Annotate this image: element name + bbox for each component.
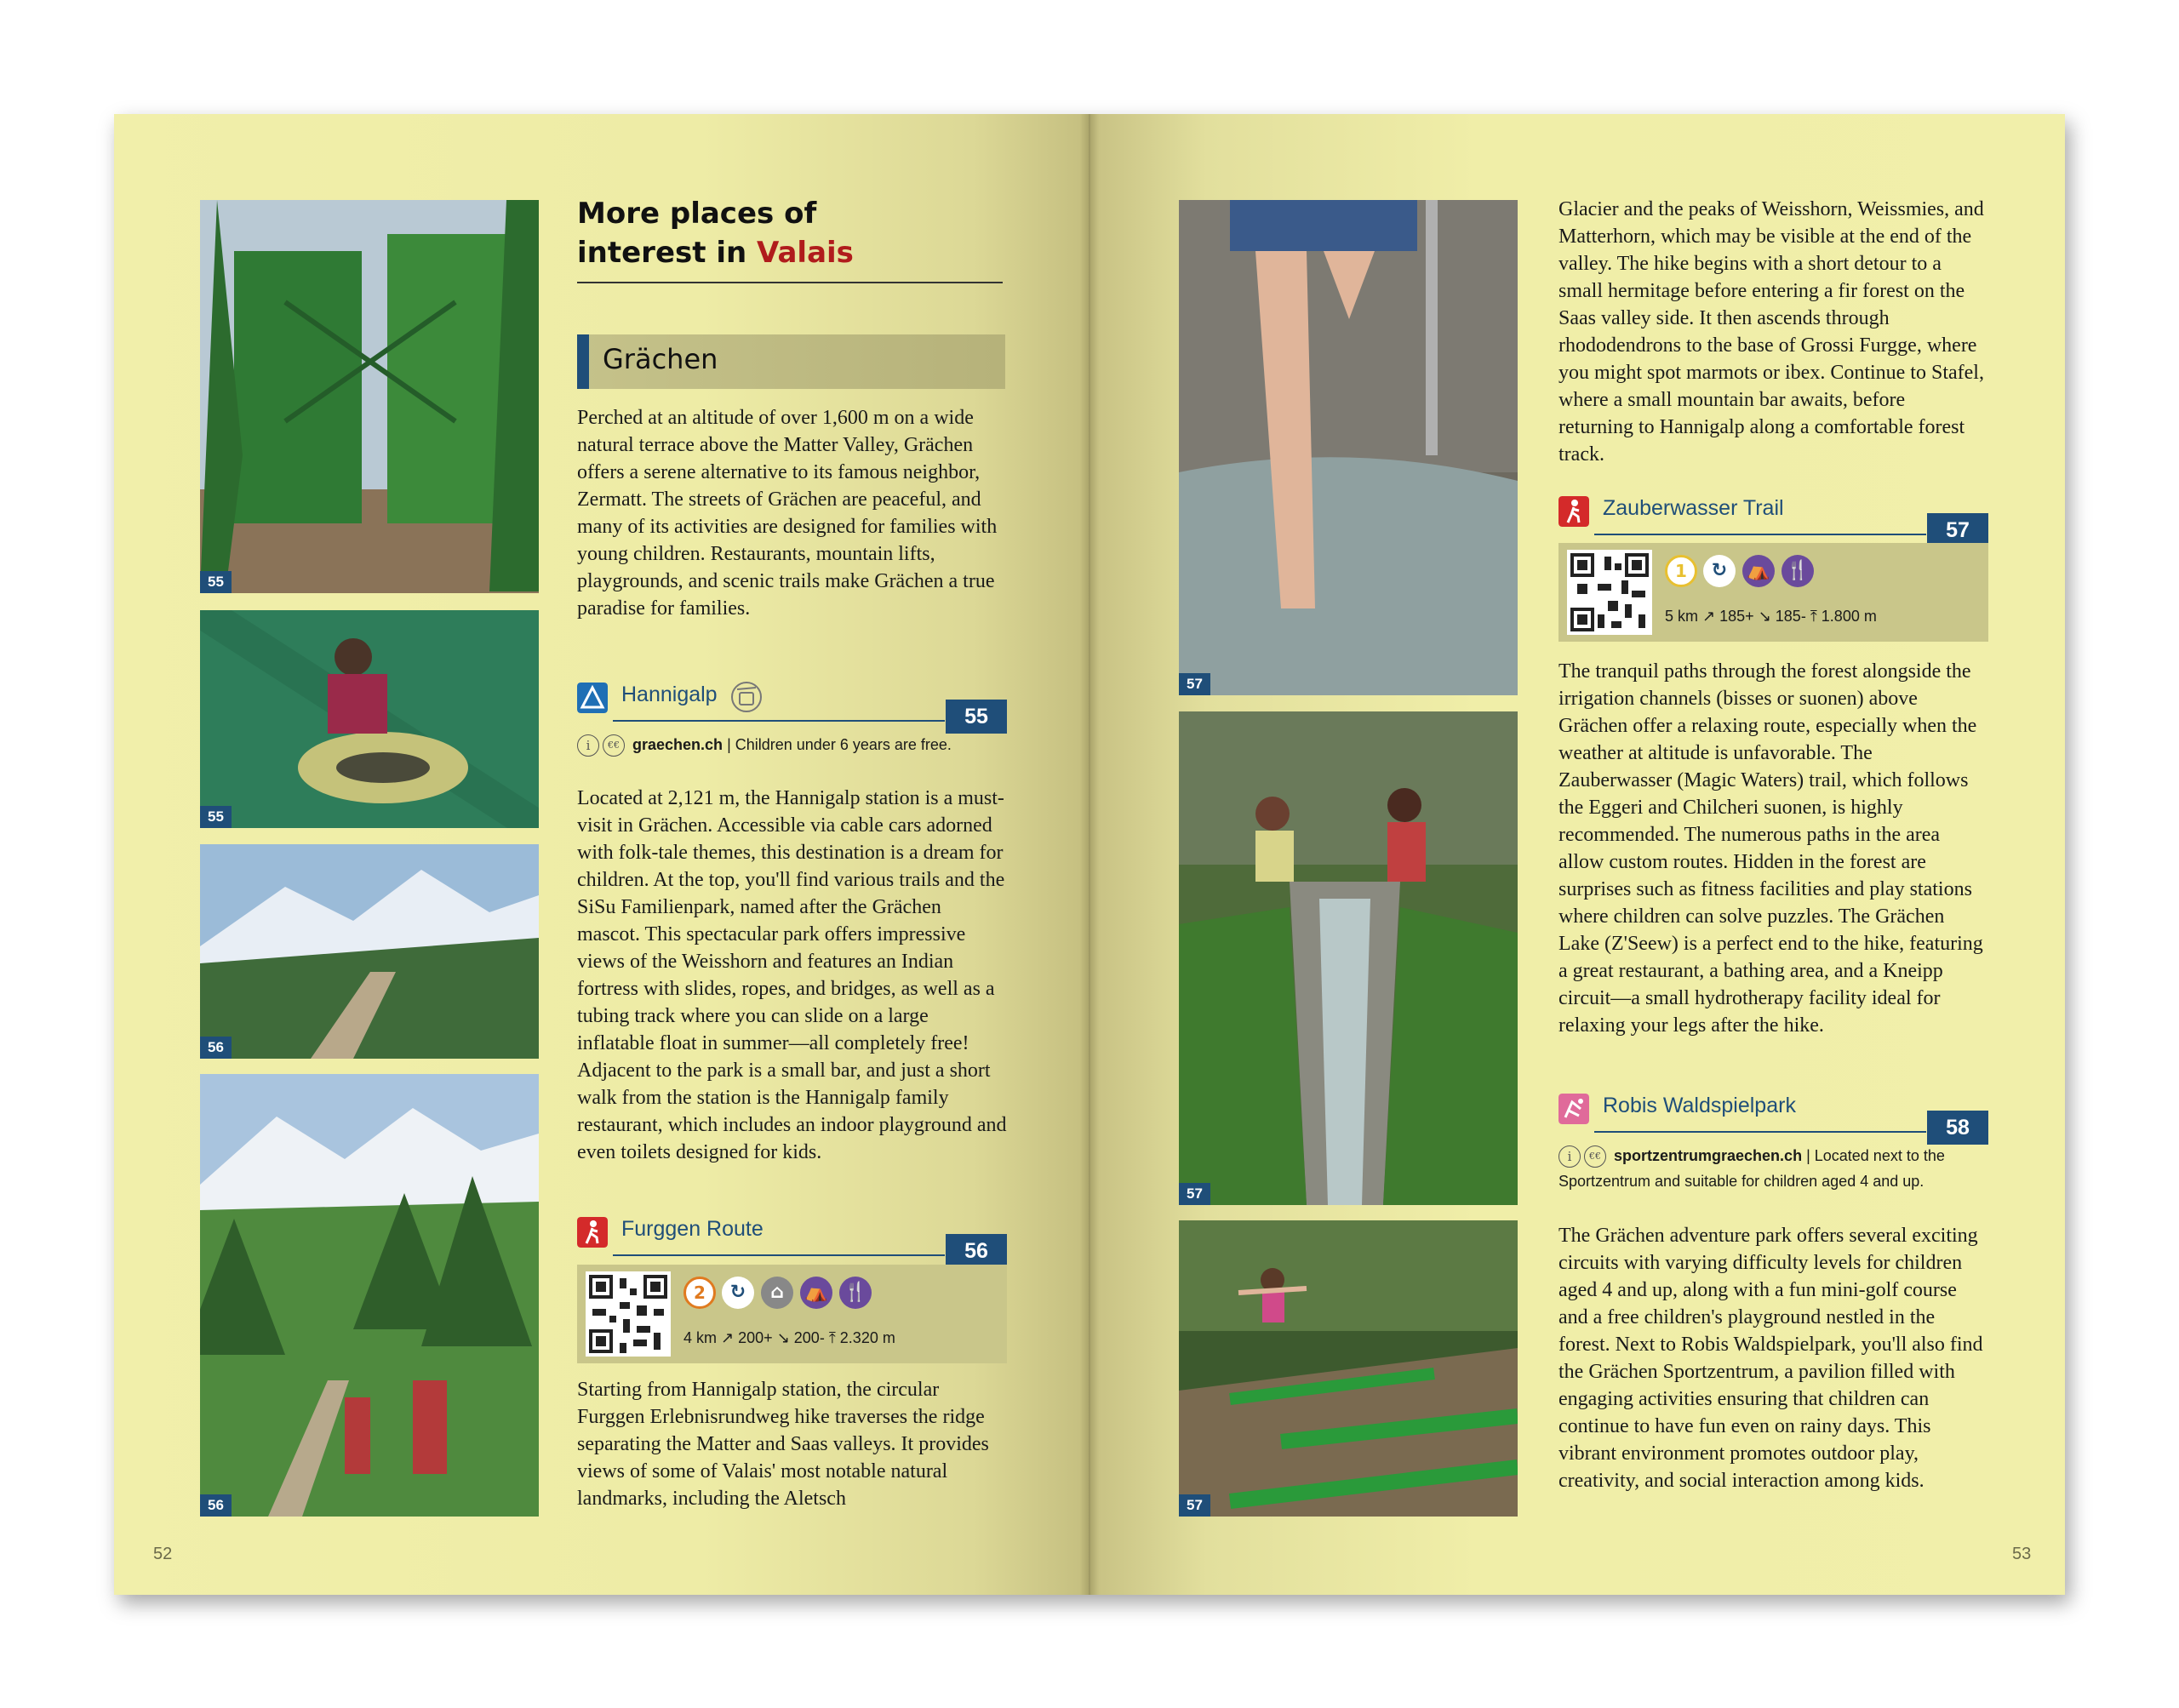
- title-line-2: [577, 233, 854, 272]
- photo-wading-feet: [1179, 200, 1518, 695]
- title-divider: [577, 282, 1003, 283]
- furggen-paragraph-left: [577, 1376, 1007, 1512]
- robis-number: 58: [1927, 1111, 1988, 1145]
- hannigalp-paragraph: [577, 785, 1007, 1166]
- photo-number: 56: [200, 1037, 232, 1059]
- restaurant-icon: 🍴: [1782, 555, 1814, 587]
- info-icon: i: [1558, 1145, 1581, 1168]
- hiker-icon: [1558, 496, 1589, 527]
- intro-text: Perched at an altitude of over 1,600 m on a wide natural terrace above the Matter Valley, Grächen offers a serene alternative to its famous neighbor, Zermatt. The streets of Grächen are peaceful, and many of its activities are designed for families with young children. Restaurants, mountain lifts, playgrounds, and scenic trails make Grächen a true paradise for families.: [577, 407, 998, 620]
- ascent: 185+: [1719, 608, 1754, 625]
- photo-water-channel: [1179, 711, 1518, 1205]
- photo-number: 55: [200, 806, 232, 828]
- furggen-name: Furggen Route: [621, 1217, 764, 1241]
- hannigalp-site[interactable]: graechen.ch: [632, 736, 723, 753]
- loop-icon: ↻: [1703, 555, 1736, 587]
- furggen-text-left: Starting from Hannigalp station, the circular Furggen Erlebnisrundweg hike traverses the ridge separating the Matter and Saas valleys. It provides views of some of Valais' most notable natural landmarks, including the Aletsch: [577, 1379, 989, 1510]
- furggen-text-right: Glacier and the peaks of Weisshorn, Weissmies, and Matterhorn, which may be visible at the end of the valley. The hike begins with a short detour to a small hermitage before entering a fir forest on the Saas valley side. It then ascends through rhododendrons to the base of Grossi Furgge, where you might spot marmots or ibex. Continue to Stafel, where a small mountain bar awaits, before returning to Hannigalp along a comfortable forest track.: [1558, 198, 1984, 466]
- max-altitude: 1.800 m: [1821, 608, 1877, 625]
- robis-header: [1558, 1087, 1988, 1140]
- hiker-icon: [577, 1217, 608, 1248]
- zauberwasser-infobox: [1558, 543, 1988, 642]
- distance: 5 km: [1665, 608, 1699, 625]
- zauberwasser-text: The tranquil paths through the forest alongside the irrigation channels (bisses or suonen) above Grächen offer a relaxing route, especially when the weather at altitude is unfavorable. The Zauberwasser (Magic Waters) trail, which follows the Eggeri and Chilcheri suonen, is highly recommended. The numerous paths in the area allow custom routes. Hidden in the forest are surprises such as fitness facilities and play stations where children can solve puzzles. The Grächen Lake (Z'Seew) is a perfect end to the hike, featuring a great restaurant, a bathing area, and a Kneipp circuit—a small hydrotherapy facility ideal for relaxing your legs after the hike.: [1558, 660, 1983, 1037]
- page-number-right: 53: [2012, 1545, 2032, 1563]
- page-title: [577, 194, 854, 272]
- cable-car-icon: ⌂: [761, 1277, 793, 1309]
- photo-number: 56: [200, 1494, 232, 1517]
- cable-car-icon: [730, 681, 763, 713]
- photo-number: 57: [1179, 1494, 1210, 1517]
- zauberwasser-header: [1558, 489, 1988, 542]
- hannigalp-info: [577, 732, 1007, 757]
- photo-number: 57: [1179, 673, 1210, 695]
- furggen-number: 56: [946, 1234, 1007, 1268]
- descent-icon: ↘: [776, 1329, 794, 1346]
- hannigalp-name: Hannigalp: [621, 683, 718, 706]
- title-line-1: More places of: [577, 197, 817, 231]
- zauberwasser-name: Zauberwasser Trail: [1603, 496, 1784, 520]
- zauberwasser-rule: [1594, 534, 1926, 535]
- section-heading: [577, 334, 1005, 389]
- difficulty-badge: 1: [1665, 555, 1697, 587]
- photo-number: 55: [200, 571, 232, 593]
- furggen-header: [577, 1210, 1007, 1263]
- altitude-icon: ⤒: [828, 1329, 840, 1346]
- robis-paragraph: [1558, 1222, 1988, 1494]
- furggen-paragraph-right: [1558, 196, 1984, 468]
- photo-tubing-slide: [200, 610, 539, 828]
- descent-icon: ↘: [1758, 608, 1776, 625]
- ascent-icon: ↗: [721, 1329, 739, 1346]
- difficulty-badge: 2: [683, 1277, 716, 1309]
- qr-code-icon[interactable]: [586, 1271, 671, 1357]
- hannigalp-number: 55: [946, 700, 1007, 734]
- photo-mountain-path: [200, 844, 539, 1059]
- hannigalp-rule: [613, 720, 945, 722]
- euro-icon: €€: [603, 734, 625, 757]
- robis-info: [1558, 1143, 1988, 1194]
- descent: 200-: [793, 1329, 825, 1346]
- furggen-rule: [613, 1254, 945, 1256]
- ascent-icon: ↗: [1702, 608, 1720, 625]
- robis-note: | Located next to the Sportzentrum and suitable for children aged 4 and up.: [1558, 1147, 1945, 1190]
- intro-paragraph: [577, 404, 1007, 622]
- loop-icon: ↻: [722, 1277, 754, 1309]
- playground-park-icon: [1558, 1094, 1589, 1124]
- title-highlight: Valais: [757, 236, 854, 270]
- furggen-stats: [683, 1329, 895, 1347]
- descent: 185-: [1775, 608, 1806, 625]
- photo-number: 57: [1179, 1183, 1210, 1205]
- distance: 4 km: [683, 1329, 718, 1346]
- qr-code-icon[interactable]: [1567, 550, 1652, 635]
- furggen-infobox: [577, 1265, 1007, 1363]
- restaurant-icon: 🍴: [839, 1277, 872, 1309]
- photo-family-hike: [200, 1074, 539, 1517]
- section-heading-bar: [577, 334, 589, 389]
- photo-playground-tower: [200, 200, 539, 593]
- robis-site[interactable]: sportzentrumgraechen.ch: [1614, 1147, 1803, 1164]
- title-prefix: interest in: [577, 236, 758, 270]
- robis-name: Robis Waldspielpark: [1603, 1094, 1796, 1117]
- robis-text: The Grächen adventure park offers several exciting circuits with varying difficulty levels for children aged 4 and up, along with a fun mini-golf course and a free children's playground nestled in the forest. Next to Robis Waldspielpark, you'll also find the Grächen Sportzentrum, a pavilion filled with engaging activities ensuring that children can continue to have fun even on rainy days. This vibrant environment promotes outdoor play, creativity, and social interaction among kids.: [1558, 1225, 1983, 1492]
- playground-icon: ⛺: [800, 1277, 832, 1309]
- zauberwasser-stats: [1665, 608, 1877, 626]
- hannigalp-text: Located at 2,121 m, the Hannigalp station is a must-visit in Grächen. Accessible via cable cars adorned with folk-tale themes, this destination is a dream for children. At the top, you'll find various trails and the SiSu Familienpark, named after the Grächen mascot. This spectacular park offers impressive views of the Weisshorn and features an Indian fortress with slides, ropes, and bridges, as well as a tubing track where you can slide on a large inflatable float in summer—all completely free! Adjacent to the park is a small bar, and just a short walk from the station is the Hannigalp family restaurant, which includes an indoor playground and even toilets designed for kids.: [577, 787, 1007, 1163]
- playground-icon: ⛺: [1742, 555, 1775, 587]
- max-altitude: 2.320 m: [839, 1329, 895, 1346]
- robis-rule: [1594, 1131, 1926, 1133]
- euro-icon: €€: [1584, 1145, 1606, 1168]
- hannigalp-header: [577, 676, 1007, 728]
- ascent: 200+: [738, 1329, 773, 1346]
- section-heading-text: Grächen: [603, 343, 718, 375]
- altitude-icon: ⤒: [1810, 608, 1822, 625]
- photo-balance-beam: [1179, 1220, 1518, 1517]
- zauberwasser-number: 57: [1927, 513, 1988, 547]
- mountain-icon: [577, 683, 608, 713]
- info-icon: i: [577, 734, 599, 757]
- page-number-left: 52: [153, 1545, 173, 1563]
- book-fold: [1089, 114, 1090, 1595]
- hannigalp-note: | Children under 6 years are free.: [727, 736, 952, 753]
- zauberwasser-paragraph: [1558, 658, 1988, 1039]
